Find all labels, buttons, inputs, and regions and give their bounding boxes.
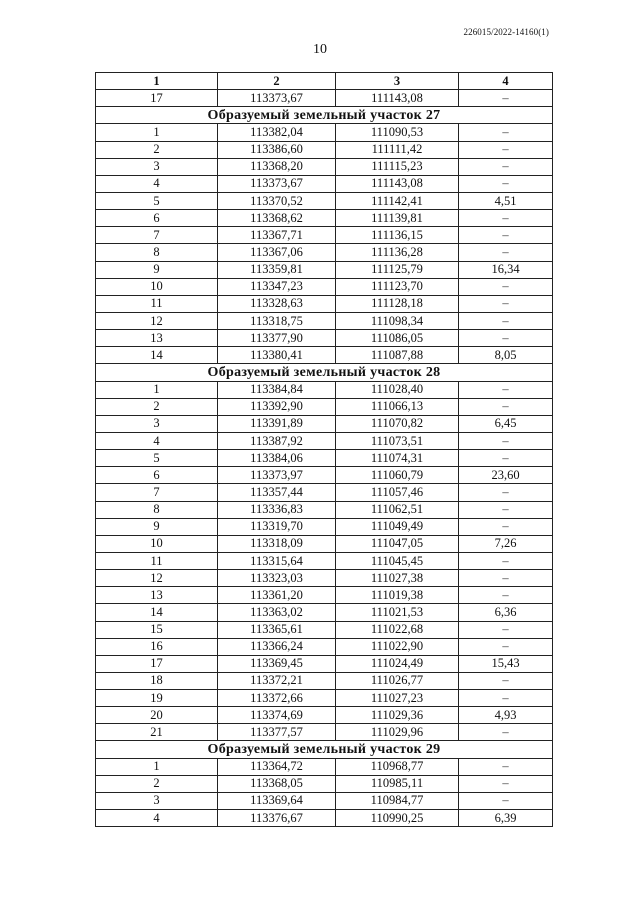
y-coordinate: 111074,31 xyxy=(336,450,459,467)
table-row xyxy=(96,655,553,672)
segment-length: – xyxy=(459,638,553,655)
y-coordinate: 111090,53 xyxy=(336,124,459,141)
segment-length: 6,36 xyxy=(459,604,553,621)
x-coordinate: 113367,06 xyxy=(218,244,336,261)
table-row xyxy=(96,381,553,398)
point-number: 7 xyxy=(96,227,218,244)
table-row xyxy=(96,227,553,244)
y-coordinate: 111057,46 xyxy=(336,484,459,501)
point-number: 12 xyxy=(96,312,218,329)
table-row xyxy=(96,707,553,724)
segment-length: – xyxy=(459,330,553,347)
x-coordinate: 113377,90 xyxy=(218,330,336,347)
point-number: 9 xyxy=(96,518,218,535)
point-number: 10 xyxy=(96,278,218,295)
section-header-row xyxy=(96,107,553,124)
segment-length: – xyxy=(459,792,553,809)
x-coordinate: 113318,75 xyxy=(218,312,336,329)
table-row xyxy=(96,467,553,484)
table-row xyxy=(96,450,553,467)
point-number: 4 xyxy=(96,810,218,827)
y-coordinate: 111029,36 xyxy=(336,707,459,724)
point-number: 6 xyxy=(96,210,218,227)
x-coordinate: 113347,23 xyxy=(218,278,336,295)
point-number: 13 xyxy=(96,330,218,347)
y-coordinate: 111143,08 xyxy=(336,175,459,192)
table-header xyxy=(96,73,553,90)
segment-length: – xyxy=(459,724,553,741)
point-number: 9 xyxy=(96,261,218,278)
point-number: 11 xyxy=(96,295,218,312)
segment-length: 6,45 xyxy=(459,415,553,432)
x-coordinate: 113366,24 xyxy=(218,638,336,655)
table-row xyxy=(96,330,553,347)
point-number: 1 xyxy=(96,381,218,398)
y-coordinate: 111029,96 xyxy=(336,724,459,741)
x-coordinate: 113357,44 xyxy=(218,484,336,501)
segment-length: – xyxy=(459,278,553,295)
table-row xyxy=(96,518,553,535)
x-coordinate: 113384,84 xyxy=(218,381,336,398)
x-coordinate: 113361,20 xyxy=(218,587,336,604)
segment-length: 23,60 xyxy=(459,467,553,484)
x-coordinate: 113370,52 xyxy=(218,192,336,209)
point-number: 16 xyxy=(96,638,218,655)
y-coordinate: 111066,13 xyxy=(336,398,459,415)
table-row xyxy=(96,158,553,175)
page-number: 10 xyxy=(313,42,327,57)
point-number: 4 xyxy=(96,432,218,449)
segment-length: – xyxy=(459,124,553,141)
x-coordinate: 113328,63 xyxy=(218,295,336,312)
x-coordinate: 113382,04 xyxy=(218,124,336,141)
x-coordinate: 113369,64 xyxy=(218,792,336,809)
point-number: 1 xyxy=(96,758,218,775)
x-coordinate: 113373,67 xyxy=(218,90,336,107)
table-row xyxy=(96,90,553,107)
table-header-row xyxy=(96,73,553,90)
point-number: 13 xyxy=(96,587,218,604)
segment-length: 4,51 xyxy=(459,192,553,209)
segment-length: – xyxy=(459,227,553,244)
table-row xyxy=(96,758,553,775)
point-number: 5 xyxy=(96,192,218,209)
y-coordinate: 111026,77 xyxy=(336,672,459,689)
x-coordinate: 113368,62 xyxy=(218,210,336,227)
x-coordinate: 113315,64 xyxy=(218,552,336,569)
table-row xyxy=(96,415,553,432)
table-row xyxy=(96,210,553,227)
y-coordinate: 111073,51 xyxy=(336,432,459,449)
column-header-4: 4 xyxy=(459,73,553,90)
x-coordinate: 113318,09 xyxy=(218,535,336,552)
segment-length: – xyxy=(459,570,553,587)
y-coordinate: 111111,42 xyxy=(336,141,459,158)
table-row xyxy=(96,312,553,329)
segment-length: – xyxy=(459,484,553,501)
point-number: 3 xyxy=(96,792,218,809)
x-coordinate: 113386,60 xyxy=(218,141,336,158)
section-title: Образуемый земельный участок 28 xyxy=(96,364,553,381)
segment-length: – xyxy=(459,210,553,227)
segment-length: – xyxy=(459,432,553,449)
point-number: 5 xyxy=(96,450,218,467)
point-number: 6 xyxy=(96,467,218,484)
x-coordinate: 113376,67 xyxy=(218,810,336,827)
segment-length: 6,39 xyxy=(459,810,553,827)
table-row xyxy=(96,124,553,141)
point-number: 8 xyxy=(96,501,218,518)
segment-length: – xyxy=(459,758,553,775)
y-coordinate: 111022,90 xyxy=(336,638,459,655)
x-coordinate: 113319,70 xyxy=(218,518,336,535)
y-coordinate: 111024,49 xyxy=(336,655,459,672)
table-row xyxy=(96,552,553,569)
point-number: 3 xyxy=(96,415,218,432)
segment-length: 16,34 xyxy=(459,261,553,278)
point-number: 17 xyxy=(96,90,218,107)
y-coordinate: 111045,45 xyxy=(336,552,459,569)
x-coordinate: 113372,21 xyxy=(218,672,336,689)
table-row xyxy=(96,638,553,655)
y-coordinate: 111142,41 xyxy=(336,192,459,209)
y-coordinate: 111125,79 xyxy=(336,261,459,278)
section-title: Образуемый земельный участок 27 xyxy=(96,107,553,124)
x-coordinate: 113359,81 xyxy=(218,261,336,278)
point-number: 14 xyxy=(96,604,218,621)
x-coordinate: 113364,72 xyxy=(218,758,336,775)
y-coordinate: 111070,82 xyxy=(336,415,459,432)
table-row xyxy=(96,192,553,209)
segment-length: – xyxy=(459,775,553,792)
segment-length: – xyxy=(459,690,553,707)
segment-length: – xyxy=(459,175,553,192)
table-row xyxy=(96,587,553,604)
point-number: 2 xyxy=(96,141,218,158)
column-header-1: 1 xyxy=(96,73,218,90)
x-coordinate: 113363,02 xyxy=(218,604,336,621)
column-header-2: 2 xyxy=(218,73,336,90)
y-coordinate: 111098,34 xyxy=(336,312,459,329)
y-coordinate: 111049,49 xyxy=(336,518,459,535)
y-coordinate: 111062,51 xyxy=(336,501,459,518)
point-number: 18 xyxy=(96,672,218,689)
y-coordinate: 111143,08 xyxy=(336,90,459,107)
segment-length: 4,93 xyxy=(459,707,553,724)
y-coordinate: 111123,70 xyxy=(336,278,459,295)
table-row xyxy=(96,398,553,415)
table-row xyxy=(96,244,553,261)
table-row xyxy=(96,535,553,552)
x-coordinate: 113372,66 xyxy=(218,690,336,707)
point-number: 3 xyxy=(96,158,218,175)
segment-length: – xyxy=(459,90,553,107)
segment-length: – xyxy=(459,295,553,312)
x-coordinate: 113374,69 xyxy=(218,707,336,724)
x-coordinate: 113323,03 xyxy=(218,570,336,587)
y-coordinate: 111086,05 xyxy=(336,330,459,347)
section-header-row xyxy=(96,364,553,381)
segment-length: – xyxy=(459,312,553,329)
y-coordinate: 111136,15 xyxy=(336,227,459,244)
table-row xyxy=(96,604,553,621)
table-row xyxy=(96,484,553,501)
x-coordinate: 113368,05 xyxy=(218,775,336,792)
segment-length: – xyxy=(459,450,553,467)
table-row xyxy=(96,775,553,792)
point-number: 1 xyxy=(96,124,218,141)
table-row xyxy=(96,690,553,707)
y-coordinate: 111022,68 xyxy=(336,621,459,638)
point-number: 14 xyxy=(96,347,218,364)
x-coordinate: 113373,67 xyxy=(218,175,336,192)
y-coordinate: 111060,79 xyxy=(336,467,459,484)
table-row xyxy=(96,501,553,518)
x-coordinate: 113384,06 xyxy=(218,450,336,467)
y-coordinate: 111028,40 xyxy=(336,381,459,398)
x-coordinate: 113336,83 xyxy=(218,501,336,518)
table-row xyxy=(96,295,553,312)
point-number: 19 xyxy=(96,690,218,707)
table-row xyxy=(96,570,553,587)
y-coordinate: 111087,88 xyxy=(336,347,459,364)
x-coordinate: 113380,41 xyxy=(218,347,336,364)
point-number: 21 xyxy=(96,724,218,741)
y-coordinate: 111139,81 xyxy=(336,210,459,227)
y-coordinate: 111021,53 xyxy=(336,604,459,621)
y-coordinate: 111115,23 xyxy=(336,158,459,175)
y-coordinate: 111027,23 xyxy=(336,690,459,707)
segment-length: – xyxy=(459,552,553,569)
x-coordinate: 113373,97 xyxy=(218,467,336,484)
point-number: 20 xyxy=(96,707,218,724)
point-number: 15 xyxy=(96,621,218,638)
x-coordinate: 113391,89 xyxy=(218,415,336,432)
point-number: 17 xyxy=(96,655,218,672)
segment-length: 8,05 xyxy=(459,347,553,364)
table-row xyxy=(96,810,553,827)
y-coordinate: 110984,77 xyxy=(336,792,459,809)
x-coordinate: 113367,71 xyxy=(218,227,336,244)
y-coordinate: 111128,18 xyxy=(336,295,459,312)
table-row xyxy=(96,621,553,638)
table-body xyxy=(96,90,553,827)
point-number: 7 xyxy=(96,484,218,501)
x-coordinate: 113377,57 xyxy=(218,724,336,741)
document-id: 226015/2022-14160(1) xyxy=(463,27,549,37)
y-coordinate: 111019,38 xyxy=(336,587,459,604)
table-row xyxy=(96,261,553,278)
table-row xyxy=(96,672,553,689)
table-row xyxy=(96,141,553,158)
y-coordinate: 111027,38 xyxy=(336,570,459,587)
table-row xyxy=(96,792,553,809)
segment-length: – xyxy=(459,158,553,175)
column-header-3: 3 xyxy=(336,73,459,90)
x-coordinate: 113365,61 xyxy=(218,621,336,638)
y-coordinate: 110985,11 xyxy=(336,775,459,792)
y-coordinate: 111047,05 xyxy=(336,535,459,552)
segment-length: 7,26 xyxy=(459,535,553,552)
table-row xyxy=(96,347,553,364)
table-row xyxy=(96,278,553,295)
point-number: 11 xyxy=(96,552,218,569)
segment-length: – xyxy=(459,587,553,604)
table-row xyxy=(96,724,553,741)
section-title: Образуемый земельный участок 29 xyxy=(96,741,553,758)
segment-length: – xyxy=(459,244,553,261)
y-coordinate: 110990,25 xyxy=(336,810,459,827)
x-coordinate: 113368,20 xyxy=(218,158,336,175)
point-number: 2 xyxy=(96,775,218,792)
segment-length: – xyxy=(459,381,553,398)
point-number: 8 xyxy=(96,244,218,261)
point-number: 10 xyxy=(96,535,218,552)
segment-length: – xyxy=(459,398,553,415)
x-coordinate: 113392,90 xyxy=(218,398,336,415)
y-coordinate: 110968,77 xyxy=(336,758,459,775)
segment-length: – xyxy=(459,501,553,518)
segment-length: – xyxy=(459,672,553,689)
point-number: 4 xyxy=(96,175,218,192)
segment-length: – xyxy=(459,518,553,535)
coordinates-table xyxy=(95,72,553,827)
table-row xyxy=(96,175,553,192)
x-coordinate: 113387,92 xyxy=(218,432,336,449)
segment-length: – xyxy=(459,141,553,158)
point-number: 2 xyxy=(96,398,218,415)
y-coordinate: 111136,28 xyxy=(336,244,459,261)
section-header-row xyxy=(96,741,553,758)
x-coordinate: 113369,45 xyxy=(218,655,336,672)
table-row xyxy=(96,432,553,449)
segment-length: – xyxy=(459,621,553,638)
point-number: 12 xyxy=(96,570,218,587)
segment-length: 15,43 xyxy=(459,655,553,672)
